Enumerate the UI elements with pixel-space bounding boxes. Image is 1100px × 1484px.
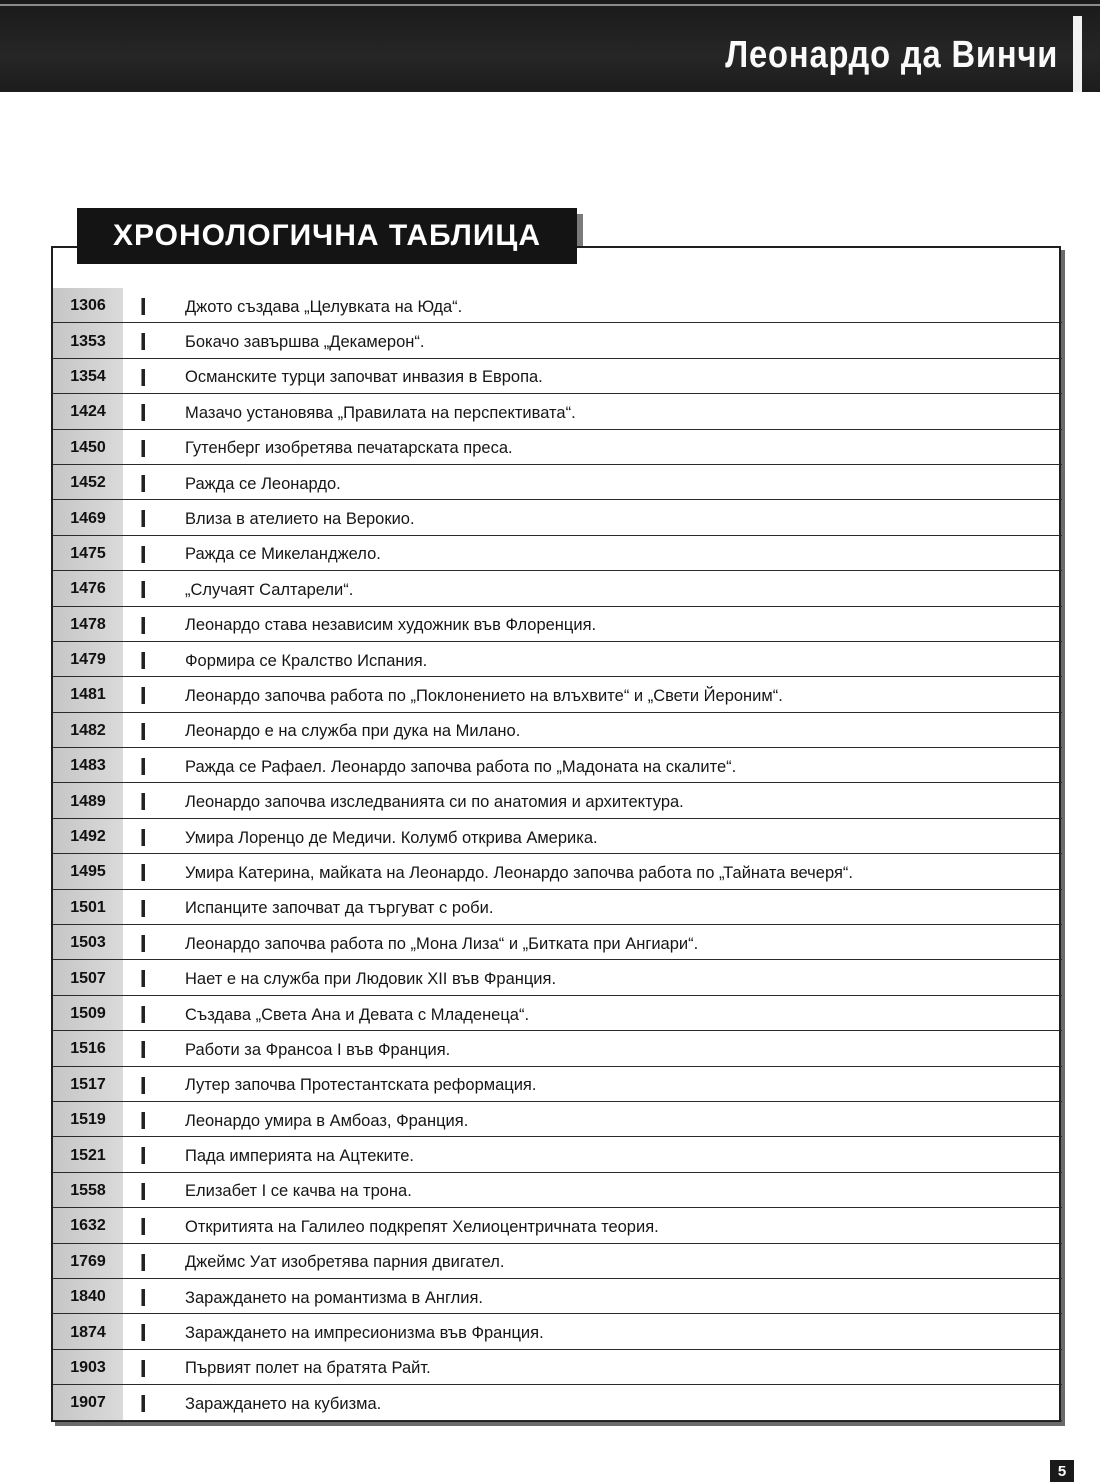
timeline-event: Гутенберг изобретява печатарската преса. xyxy=(185,439,513,458)
row-marker-bar xyxy=(141,1112,145,1129)
timeline-year: 1558 xyxy=(53,1173,123,1207)
timeline-row xyxy=(53,1244,1062,1279)
timeline-year: 1469 xyxy=(53,500,123,534)
row-marker-bar xyxy=(141,829,145,846)
timeline-event: Зараждането на кубизма. xyxy=(185,1394,382,1413)
timeline-year: 1489 xyxy=(53,783,123,817)
timeline-event: Създава „Света Ана и Девата с Младенеца“. xyxy=(185,1005,530,1024)
timeline-year: 1516 xyxy=(53,1031,123,1065)
timeline-event: Откритията на Галилео подкрепят Хелиоцентричната теория. xyxy=(185,1217,659,1236)
timeline-row xyxy=(53,1173,1062,1208)
timeline-year: 1481 xyxy=(53,677,123,711)
timeline-event: Нает е на служба при Людовик XII във Франция. xyxy=(185,970,557,989)
timeline-row xyxy=(53,1031,1062,1066)
section-title-box xyxy=(77,208,577,264)
timeline-row xyxy=(53,890,1062,925)
row-marker-bar xyxy=(141,546,145,563)
timeline-event: Леонардо започва работа по „Поклонението на влъхвите“ и „Свети Йероним“. xyxy=(185,686,783,705)
timeline-row xyxy=(53,607,1062,642)
row-marker-bar xyxy=(141,687,145,704)
header-accent-bar xyxy=(1073,16,1082,92)
timeline-event: Елизабет I се качва на трона. xyxy=(185,1182,412,1201)
timeline-event: Зараждането на импресионизма във Франция. xyxy=(185,1324,544,1343)
timeline-year: 1507 xyxy=(53,960,123,994)
timeline-event: Влиза в ателието на Верокио. xyxy=(185,510,415,529)
row-marker-bar xyxy=(141,404,145,421)
row-marker-bar xyxy=(141,900,145,917)
timeline-event: Бокачо завършва „Декамерон“. xyxy=(185,333,425,352)
timeline-event: Испанците започват да търгуват с роби. xyxy=(185,899,494,918)
row-marker-bar xyxy=(141,793,145,810)
timeline-row xyxy=(53,1279,1062,1314)
row-marker-bar xyxy=(141,617,145,634)
row-marker-bar xyxy=(141,1289,145,1306)
timeline-row xyxy=(53,748,1062,783)
timeline-year: 1475 xyxy=(53,536,123,570)
row-marker-bar xyxy=(141,1006,145,1023)
timeline-event: Мазачо установява „Правилата на перспективата“. xyxy=(185,403,576,422)
timeline-event: Лутер започва Протестантската реформация. xyxy=(185,1076,537,1095)
timeline-year: 1483 xyxy=(53,748,123,782)
timeline-event: Леонардо става независим художник във Флоренция. xyxy=(185,616,597,635)
timeline-event: Първият полет на братята Райт. xyxy=(185,1359,431,1378)
timeline-row xyxy=(53,642,1062,677)
book-title: Леонардо да Винчи xyxy=(724,34,1058,76)
section-title: ХРОНОЛОГИЧНА ТАБЛИЦА xyxy=(112,219,542,252)
timeline-row xyxy=(53,1314,1062,1349)
timeline-rows xyxy=(53,288,1062,1421)
timeline-event: Леонардо е на служба при дука на Милано. xyxy=(185,722,521,741)
timeline-event: „Случаят Салтарели“. xyxy=(185,580,354,599)
timeline-row xyxy=(53,960,1062,995)
timeline-year: 1306 xyxy=(53,288,123,322)
timeline-year: 1476 xyxy=(53,571,123,605)
timeline-event: Ражда се Рафаел. Леонардо започва работа по „Мадоната на скалите“. xyxy=(185,757,737,776)
row-marker-bar xyxy=(141,864,145,881)
timeline-event: Ражда се Леонардо. xyxy=(185,474,341,493)
row-marker-bar xyxy=(141,1147,145,1164)
row-marker-bar xyxy=(141,440,145,457)
row-marker-bar xyxy=(141,758,145,775)
row-marker-bar xyxy=(141,935,145,952)
timeline-year: 1907 xyxy=(53,1385,123,1419)
header-band xyxy=(0,0,1100,92)
timeline-year: 1495 xyxy=(53,854,123,888)
timeline-row xyxy=(53,536,1062,571)
timeline-event: Формира се Кралство Испания. xyxy=(185,651,428,670)
row-marker-bar xyxy=(141,970,145,987)
timeline-row xyxy=(53,323,1062,358)
row-marker-bar xyxy=(141,475,145,492)
timeline-event: Умира Лоренцо де Медичи. Колумб открива Америка. xyxy=(185,828,598,847)
timeline-row xyxy=(53,783,1062,818)
timeline-event: Работи за Франсоа I във Франция. xyxy=(185,1040,451,1059)
timeline-row xyxy=(53,288,1062,323)
timeline-row xyxy=(53,1385,1062,1420)
timeline-year: 1353 xyxy=(53,323,123,357)
timeline-row xyxy=(53,854,1062,889)
timeline-row xyxy=(53,1067,1062,1102)
timeline-row xyxy=(53,394,1062,429)
row-marker-bar xyxy=(141,1324,145,1341)
row-marker-bar xyxy=(141,333,145,350)
timeline-year: 1517 xyxy=(53,1067,123,1101)
timeline-year: 1840 xyxy=(53,1279,123,1313)
timeline-row xyxy=(53,925,1062,960)
timeline-year: 1903 xyxy=(53,1350,123,1384)
row-marker-bar xyxy=(141,652,145,669)
timeline-row xyxy=(53,1208,1062,1243)
timeline-row xyxy=(53,500,1062,535)
timeline-year: 1521 xyxy=(53,1137,123,1171)
timeline-year: 1501 xyxy=(53,890,123,924)
timeline-event: Пада империята на Ацтеките. xyxy=(185,1147,415,1166)
timeline-row xyxy=(53,1102,1062,1137)
timeline-event: Леонардо започва изследванията си по анатомия и архитектура. xyxy=(185,793,684,812)
timeline-year: 1354 xyxy=(53,359,123,393)
timeline-row xyxy=(53,996,1062,1031)
timeline-year: 1874 xyxy=(53,1314,123,1348)
timeline-year: 1450 xyxy=(53,430,123,464)
timeline-event: Зараждането на романтизма в Англия. xyxy=(185,1288,483,1307)
row-marker-bar xyxy=(141,369,145,386)
row-marker-bar xyxy=(141,581,145,598)
timeline-year: 1769 xyxy=(53,1244,123,1278)
row-marker-bar xyxy=(141,1254,145,1271)
timeline-row xyxy=(53,359,1062,394)
row-marker-bar xyxy=(141,298,145,315)
timeline-row xyxy=(53,1137,1062,1172)
timeline-row xyxy=(53,430,1062,465)
timeline-year: 1424 xyxy=(53,394,123,428)
row-marker-bar xyxy=(141,1041,145,1058)
row-marker-bar xyxy=(141,510,145,527)
timeline-year: 1519 xyxy=(53,1102,123,1136)
timeline-row xyxy=(53,465,1062,500)
timeline-row xyxy=(53,571,1062,606)
timeline-event: Османските турци започват инвазия в Европа. xyxy=(185,368,543,387)
timeline-year: 1478 xyxy=(53,607,123,641)
timeline-year: 1452 xyxy=(53,465,123,499)
timeline-year: 1492 xyxy=(53,819,123,853)
timeline-event: Джото създава „Целувката на Юда“. xyxy=(185,297,463,316)
row-marker-bar xyxy=(141,1183,145,1200)
timeline-event: Умира Катерина, майката на Леонардо. Леонардо започва работа по „Тайната вечеря“. xyxy=(185,863,853,882)
timeline-event: Леонардо умира в Амбоаз, Франция. xyxy=(185,1111,469,1130)
page-number: 5 xyxy=(1050,1460,1074,1482)
timeline-event: Джеймс Уат изобретява парния двигател. xyxy=(185,1253,505,1272)
timeline-row xyxy=(53,677,1062,712)
timeline-year: 1503 xyxy=(53,925,123,959)
row-marker-bar xyxy=(141,1360,145,1377)
row-marker-bar xyxy=(141,1395,145,1412)
row-marker-bar xyxy=(141,1218,145,1235)
timeline-row xyxy=(53,1350,1062,1385)
timeline-year: 1632 xyxy=(53,1208,123,1242)
timeline-row xyxy=(53,713,1062,748)
timeline-year: 1509 xyxy=(53,996,123,1030)
row-marker-bar xyxy=(141,723,145,740)
timeline-year: 1482 xyxy=(53,713,123,747)
timeline-year: 1479 xyxy=(53,642,123,676)
timeline-event: Ражда се Микеланджело. xyxy=(185,545,381,564)
row-marker-bar xyxy=(141,1077,145,1094)
timeline-event: Леонардо започва работа по „Мона Лиза“ и „Битката при Ангиари“. xyxy=(185,934,699,953)
timeline-row xyxy=(53,819,1062,854)
